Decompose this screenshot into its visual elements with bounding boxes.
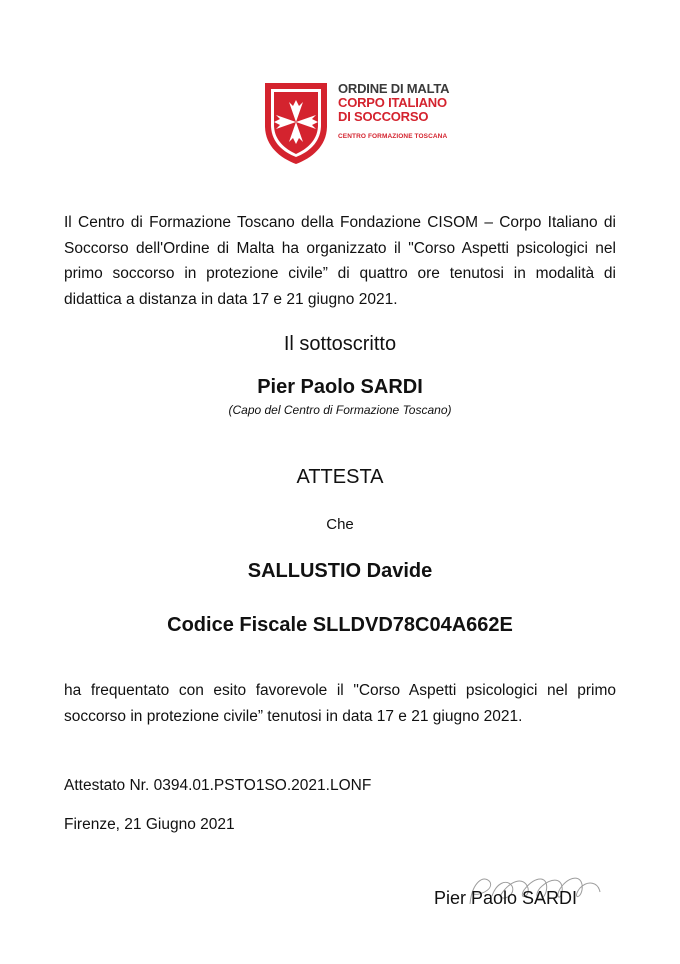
recipient-name: SALLUSTIO Davide	[247, 560, 433, 582]
undersigned-label: Il sottoscritto	[283, 333, 397, 355]
org-name-line1: ORDINE DI MALTA	[338, 81, 450, 96]
signer-role: (Capo del Centro di Formazione Toscano)	[228, 403, 452, 417]
completion-paragraph: ha frequentato con esito favorevole il "Corso Aspetti psicologici nel primo soccorso in protezione civile” tenutosi in data 17 e 21 giugno 2021.	[64, 682, 616, 725]
attesta-heading: ATTESTA	[296, 466, 384, 488]
che-label: Che	[326, 516, 354, 533]
org-name-line2: CORPO ITALIANO	[338, 95, 447, 110]
org-logo	[262, 80, 482, 170]
signer-name: Pier Paolo SARDI	[257, 376, 423, 398]
org-subline: CENTRO FORMAZIONE TOSCANA	[338, 133, 448, 140]
certificate-number: Attestato Nr. 0394.01.PSTO1SO.2021.LONF	[64, 777, 372, 794]
maltese-cross-shield-icon	[262, 80, 330, 166]
fiscal-code-line: Codice Fiscale SLLDVD78C04A662E	[167, 614, 513, 636]
intro-paragraph: Il Centro di Formazione Toscano della Fondazione CISOM – Corpo Italiano di Soccorso dell'Ordine di Malta ha organizzato il "Corso Aspetti psicologici nel primo soccorso in protezione civile” di quattro ore tenutosi in modalità di didattica a distanza in data 17 e 21 giugno 2021.	[64, 214, 616, 308]
signature-block	[432, 868, 612, 918]
place-date: Firenze, 21 Giugno 2021	[64, 816, 235, 833]
org-name-line3: DI SOCCORSO	[338, 109, 429, 124]
signature-name: Pier Paolo SARDI	[434, 888, 578, 908]
org-name-block	[338, 82, 449, 140]
